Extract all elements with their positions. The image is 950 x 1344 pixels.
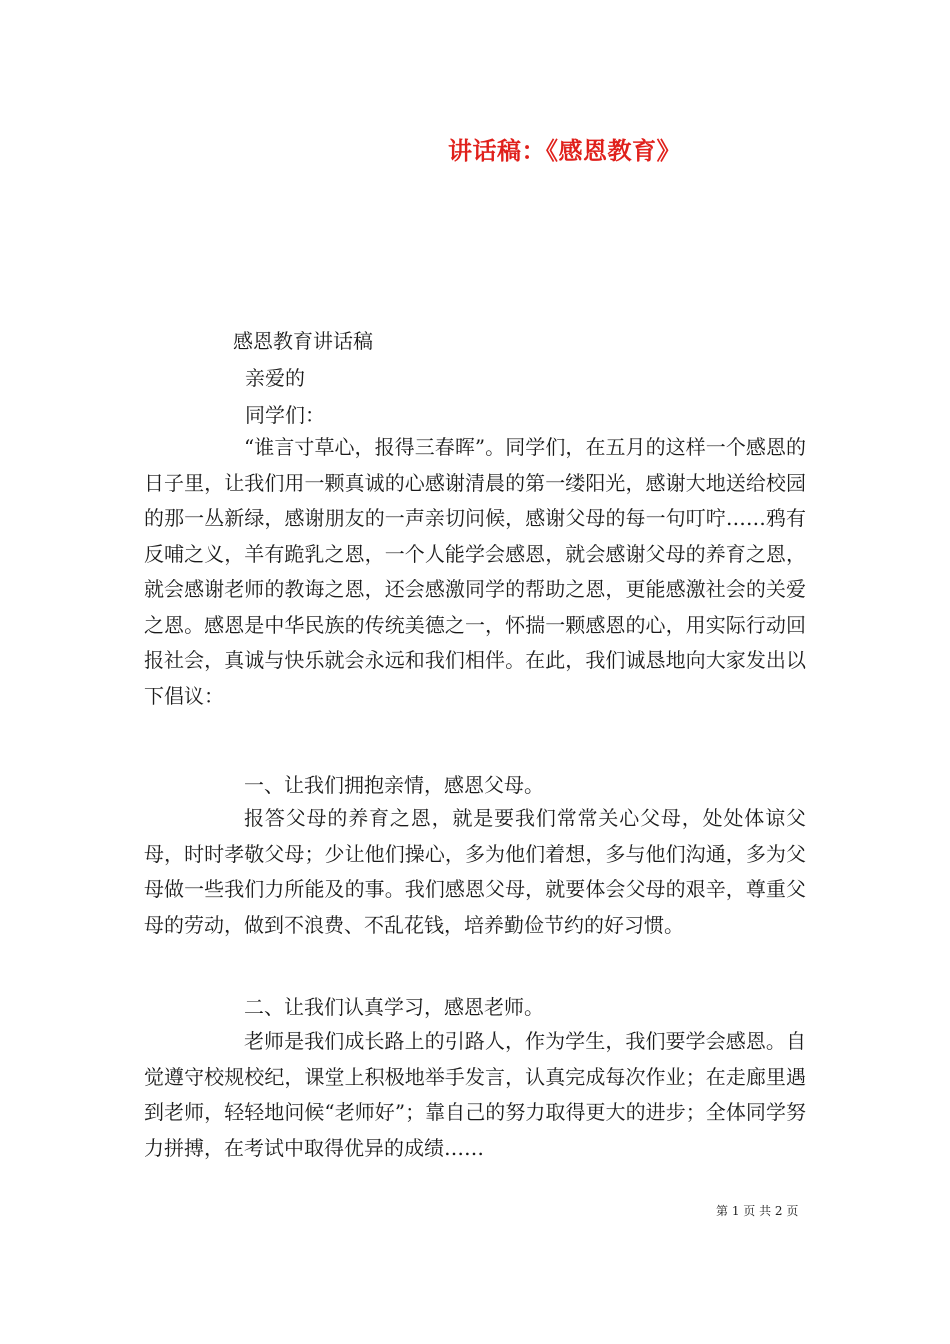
- section-1-paragraph: 报答父母的养育之恩，就是要我们常常关心父母，处处体谅父母，时时孝敬父母；少让他们操心，多为他们着想，多与他们沟通，多为父母做一些我们力所能及的事。我们感恩父母，就要体会父母的艰辛，尊重父母的劳动，做到不浪费、不乱花钱，培养勤俭节约的好习惯。: [144, 806, 806, 937]
- document-title: 讲话稿：《感恩教育》: [448, 136, 681, 165]
- intro-paragraph: “谁言寸草心，报得三春晖”。同学们，在五月的这样一个感恩的日子里，让我们用一颗真诚的心感谢清晨的第一缕阳光，感谢大地送给校园的那一丛新绿，感谢朋友的一声亲切问候，感谢父母的每一句叮咛……鸦有反哺之义，羊有跪乳之恩，一个人能学会感恩，就会感谢父母的养育之恩，就会感谢老师的教诲之恩，还会感激同学的帮助之恩，更能感激社会的关爱之恩。感恩是中华民族的传统美德之一，怀揣一颗感恩的心，用实际行动回报社会，真诚与快乐就会永远和我们相伴。在此，我们诚恳地向大家发出以下倡议：: [144, 435, 806, 708]
- section-1-heading: 一、让我们拥抱亲情，感恩父母。: [244, 773, 544, 797]
- section-2-heading: 二、让我们认真学习，感恩老师。: [244, 995, 544, 1019]
- greeting-line-1: 亲爱的: [245, 366, 305, 390]
- page-number: 第 1 页 共 2 页: [716, 1204, 799, 1218]
- speech-subtitle: 感恩教育讲话稿: [233, 329, 373, 353]
- greeting-line-2: 同学们：: [245, 403, 325, 427]
- section-2-paragraph: 老师是我们成长路上的引路人，作为学生，我们要学会感恩。自觉遵守校规校纪，课堂上积极地举手发言，认真完成每次作业；在走廊里遇到老师，轻轻地问候“老师好”；靠自己的努力取得更大的进步；全体同学努力拼搏，在考试中取得优异的成绩……: [144, 1029, 806, 1160]
